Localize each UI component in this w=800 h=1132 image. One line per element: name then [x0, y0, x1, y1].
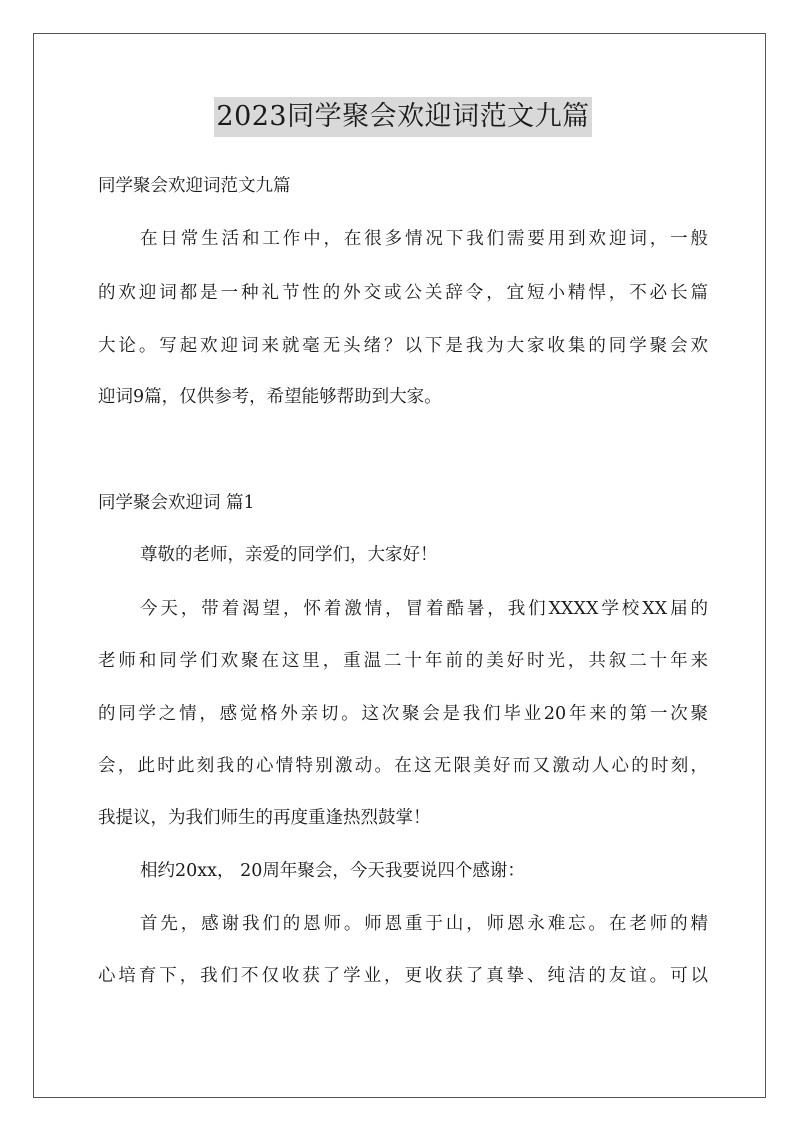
paragraph-line: 今天，带着渴望，怀着激情，冒着酷暑，我们XXXX学校XX届的 [140, 599, 708, 619]
document-subtitle: 同学聚会欢迎词范文九篇 [98, 176, 291, 196]
paragraph-line: 会，此时此刻我的心情特别激动。在这无限美好而又激动人心的时刻， [98, 756, 708, 776]
paragraph-line: 老师和同学们欢聚在这里，重温二十年前的美好时光，共叙二十年来 [98, 651, 708, 671]
intro-line: 的欢迎词都是一种礼节性的外交或公关辞令，宜短小精悍，不必长篇 [98, 283, 708, 303]
paragraph-line: 心培育下，我们不仅收获了学业，更收获了真挚、纯洁的友谊。可以 [98, 966, 708, 986]
intro-line: 大论。写起欢迎词来就毫无头绪？以下是我为大家收集的同学聚会欢 [98, 336, 708, 356]
paragraph-line: 相约20xx， 20周年聚会，今天我要说四个感谢： [140, 861, 525, 881]
section-heading: 同学聚会欢迎词 篇1 [98, 493, 255, 513]
intro-line: 在日常生活和工作中，在很多情况下我们需要用到欢迎词，一般 [140, 229, 708, 249]
paragraph-line: 首先，感谢我们的恩师。师恩重于山，师恩永难忘。在老师的精 [140, 914, 708, 934]
document-title: 2023同学聚会欢迎词范文九篇 [98, 97, 708, 137]
greeting-line: 尊敬的老师，亲爱的同学们，大家好！ [140, 545, 438, 565]
intro-line: 迎词9篇，仅供参考，希望能够帮助到大家。 [98, 387, 442, 407]
paragraph-line: 的同学之情，感觉格外亲切。这次聚会是我们毕业20年来的第一次聚 [98, 704, 708, 724]
paragraph-line: 我提议，为我们师生的再度重逢热烈鼓掌！ [98, 808, 431, 828]
